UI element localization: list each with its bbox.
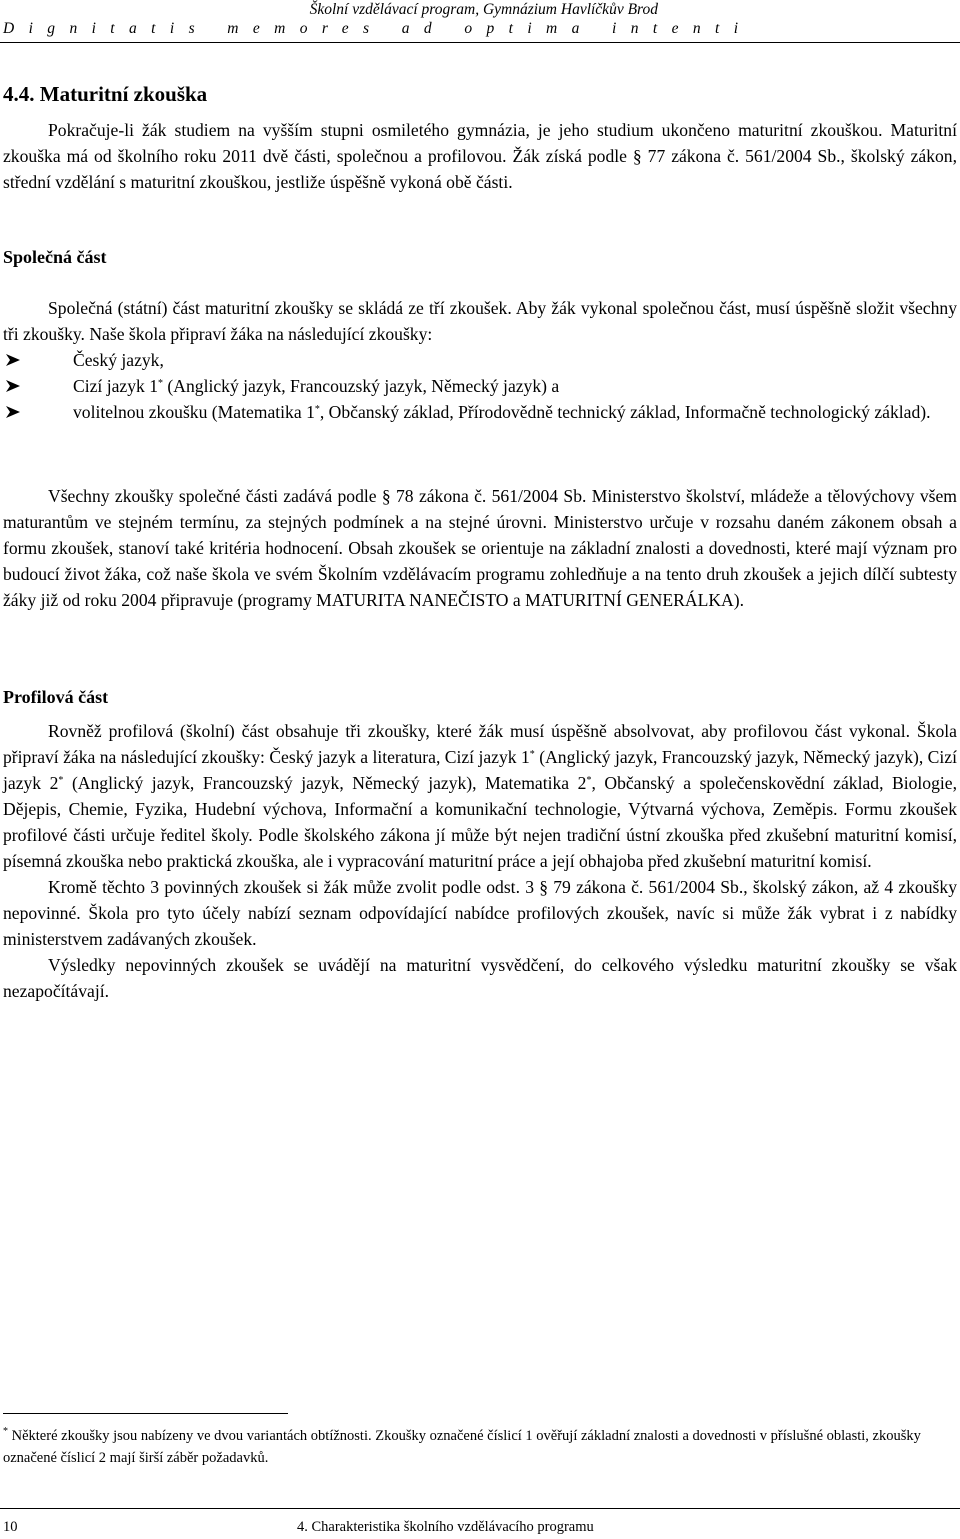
section-title: 4.4. Maturitní zkouška xyxy=(3,82,208,106)
footnote-marker: * xyxy=(586,775,592,786)
common-part-block xyxy=(3,295,957,425)
profile-part-block xyxy=(3,718,957,1004)
profile-part-paragraph-1 xyxy=(3,718,957,874)
footnote xyxy=(3,1425,938,1469)
profile-part-heading: Profilová část xyxy=(3,687,109,707)
list-item-text: volitelnou zkoušku (Matematika 1 xyxy=(73,402,315,422)
header-motto: Dignitatis memores ad optima intenti xyxy=(3,20,753,37)
common-part-paragraph-2: Všechny zkoušky společné části zadává podle § 78 zákona č. 561/2004 Sb. Ministerstvo školství, mládeže a tělovýchovy všem maturantům ve stejném termínu, za stejných podmínek a na stejné úrovni. Ministerstvo určuje v rozsahu daném zákonem obsah a formu zkoušek, stanoví také kritéria hodnocení. Obsah zkoušek se orientuje na základní znalosti a dovednosti, které mají význam pro budoucí život žáka, což naše škola ve svém Školním vzdělávacím programu zohledňuje a na tento druh zkoušek a jejich dílčí subtesty žáky již od roku 2004 připravuje (programy MATURITA NANEČISTO a MATURITNÍ GENERÁLKA). xyxy=(3,486,957,610)
common-exam-list xyxy=(3,347,957,425)
profile-part-paragraph-2: Kromě těchto 3 povinných zkoušek si žák může zvolit podle odst. 3 § 79 zákona č. 561/2004 Sb., školský zákon, až 4 zkoušky nepovinné. Škola pro tyto účely nabízí seznam odpovídající nabídce profilových zkoušek, navíc si může žák vybrat i z nabídky ministerstvem zadávaných zkoušek. xyxy=(3,877,957,949)
common-part-block-2 xyxy=(3,483,957,613)
list-item xyxy=(3,347,957,373)
arrowhead-bullet-icon xyxy=(3,373,23,399)
profile-text-d: , Občanský a společenskovědní základ, Biologie, Dějepis, Chemie, Fyzika, Hudební výchova, Informační a komunikační technologie, Výtvarná výchova, Zeměpis. Formu zkoušek profilové části určuje ředitel školy. Podle školského zákona jí může být nejen tradiční ústní zkouška před zkušební maturitní komisí, písemná zkouška nebo praktická zkouška, ale i vypracování maturitní práce a její obhajoba před zkušební maturitní komisí. xyxy=(3,773,957,871)
header-divider xyxy=(0,42,960,43)
profile-text-c: (Anglický jazyk, Francouzský jazyk, Německý jazyk), Matematika 2 xyxy=(63,773,587,793)
arrowhead-bullet-icon xyxy=(3,347,23,373)
list-item-text-rest: , Občanský základ, Přírodovědně technický základ, Informačně technologický základ). xyxy=(319,402,931,422)
header-school-name: Školní vzdělávací program, Gymnázium Havlíčkův Brod xyxy=(309,1,658,18)
profile-text-b: (Anglický jazyk, Francouzský jazyk, Německý jazyk), Cizí jazyk 2 xyxy=(3,747,957,793)
footnote-marker: * xyxy=(3,1426,8,1437)
common-part-heading: Společná část xyxy=(3,247,107,267)
list-item-text: Český jazyk, xyxy=(73,350,164,370)
footnote-marker: * xyxy=(58,775,64,786)
list-item xyxy=(3,399,957,425)
footer-chapter-title: 4. Charakteristika školního vzdělávacího programu xyxy=(297,1519,594,1535)
footnote-divider xyxy=(3,1413,288,1414)
profile-part-paragraph-3: Výsledky nepovinných zkoušek se uvádějí na maturitní vysvědčení, do celkového výsledku maturitní zkoušky se však nezapočítávají. xyxy=(3,955,957,1001)
intro-paragraph: Pokračuje-li žák studiem na vyšším stupni osmiletého gymnázia, je jeho studium ukončeno maturitní zkouškou. Maturitní zkouška má od školního roku 2011 dvě části, společnou a profilovou. Žák získá podle § 77 zákona č. 561/2004 Sb., školský zákon, střední vzdělání s maturitní zkouškou, jestliže úspěšně vykoná obě části. xyxy=(3,120,957,192)
page-number: 10 xyxy=(3,1519,18,1535)
list-item-text-rest: (Anglický jazyk, Francouzský jazyk, Německý jazyk) a xyxy=(163,376,560,396)
footnote-text: Některé zkoušky jsou nabízeny ve dvou variantách obtížnosti. Zkoušky označené číslicí 1 ověřují základní znalosti a dovednosti v příslušné oblasti, zkoušky označené číslicí 2 mají širší záběr požadavků. xyxy=(3,1428,921,1466)
footnote-marker: * xyxy=(158,378,164,389)
footnote-marker: * xyxy=(314,404,320,415)
profile-text-a: Rovněž profilová (školní) část obsahuje tři zkoušky, které žák musí úspěšně absolvovat, aby profilovou část vykonal. Škola připraví žáka na následující zkoušky: Český jazyk a literatura, Cizí jazyk 1 xyxy=(3,721,957,767)
footer-divider xyxy=(0,1508,960,1509)
list-item-text: Cizí jazyk 1 xyxy=(73,376,159,396)
footnote-marker: * xyxy=(529,749,535,760)
arrowhead-bullet-icon xyxy=(3,399,23,425)
list-item xyxy=(3,373,957,399)
common-part-paragraph-1: Společná (státní) část maturitní zkoušky se skládá ze tří zkoušek. Aby žák vykonal společnou část, musí úspěšně složit všechny tři zkoušky. Naše škola připraví žáka na následující zkoušky: xyxy=(3,298,957,344)
intro-paragraph-block xyxy=(3,117,957,195)
